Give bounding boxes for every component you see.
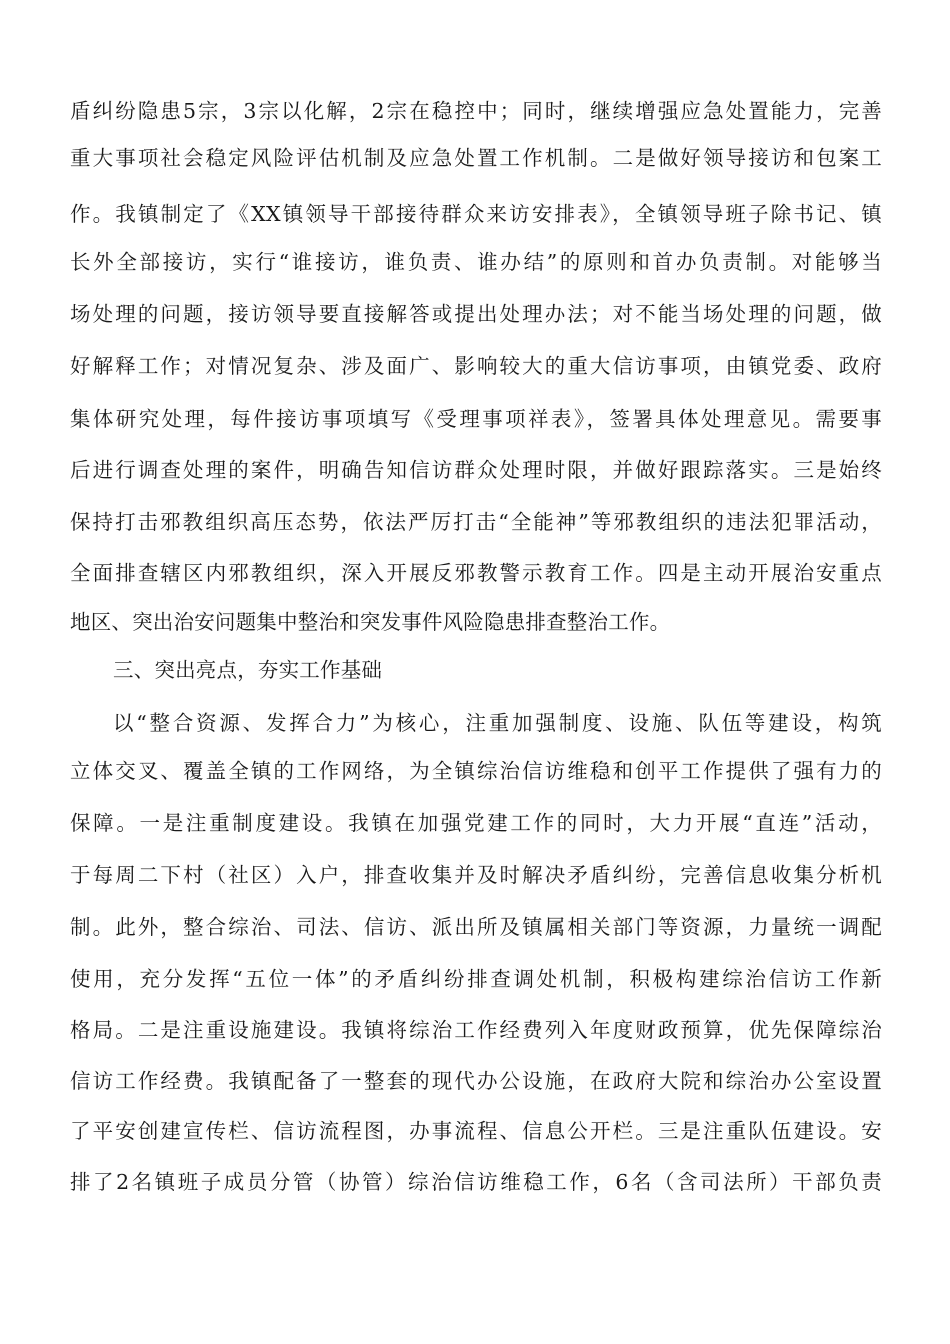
paragraph-line: 集体研究处理，每件接访事项填写《受理事项祥表》，签署具体处理意见。需要事 — [70, 407, 882, 431]
section-heading: 三、突出亮点，夯实工作基础 — [113, 658, 383, 682]
paragraph-line: 重大事项社会稳定风险评估机制及应急处置工作机制。二是做好领导接访和包案工 — [70, 146, 882, 170]
paragraph-line: 场处理的问题，接访领导要直接解答或提出处理办法；对不能当场处理的问题，做 — [70, 302, 882, 326]
paragraph-line: 全面排查辖区内邪教组织，深入开展反邪教警示教育工作。四是主动开展治安重点 — [70, 561, 882, 585]
paragraph-line: 立体交叉、覆盖全镇的工作网络，为全镇综治信访维稳和创平工作提供了强有力的 — [70, 759, 882, 783]
paragraph-line: 后进行调查处理的案件，明确告知信访群众处理时限，并做好跟踪落实。三是始终 — [70, 458, 882, 482]
paragraph-line: 以“整合资源、发挥合力”为核心，注重加强制度、设施、队伍等建设，构筑 — [113, 711, 882, 735]
paragraph-line: 盾纠纷隐患5宗，3宗以化解，2宗在稳控中；同时，继续增强应急处置能力，完善 — [70, 99, 882, 123]
paragraph-line: 保持打击邪教组织高压态势，依法严厉打击“全能神”等邪教组织的违法犯罪活动， — [70, 510, 882, 534]
paragraph-line: 使用，充分发挥“五位一体”的矛盾纠纷排查调处机制，积极构建综治信访工作新 — [70, 967, 882, 991]
paragraph-line: 地区、突出治安问题集中整治和突发事件风险隐患排查整治工作。 — [70, 610, 671, 634]
paragraph-line: 制。此外，整合综治、司法、信访、派出所及镇属相关部门等资源，力量统一调配 — [70, 915, 882, 939]
paragraph-line: 好解释工作；对情况复杂、涉及面广、影响较大的重大信访事项，由镇党委、政府 — [70, 354, 882, 378]
paragraph-line: 于每周二下村（社区）入户，排查收集并及时解决矛盾纠纷，完善信息收集分析机 — [70, 863, 882, 887]
paragraph-line: 长外全部接访，实行“谁接访，谁负责、谁办结”的原则和首办负责制。对能够当 — [70, 250, 882, 274]
paragraph-line: 信访工作经费。我镇配备了一整套的现代办公设施，在政府大院和综治办公室设置 — [70, 1069, 882, 1093]
paragraph-line: 排了2名镇班子成员分管（协管）综治信访维稳工作，6名（含司法所）干部负责 — [70, 1170, 882, 1194]
paragraph-line: 作。我镇制定了《XX镇领导干部接待群众来访安排表》，全镇领导班子除书记、镇 — [70, 202, 882, 226]
paragraph-line: 格局。二是注重设施建设。我镇将综治工作经费列入年度财政预算，优先保障综治 — [70, 1018, 882, 1042]
paragraph-line: 了平安创建宣传栏、信访流程图，办事流程、信息公开栏。三是注重队伍建设。安 — [70, 1119, 882, 1143]
paragraph-line: 保障。一是注重制度建设。我镇在加强党建工作的同时，大力开展“直连”活动， — [70, 811, 882, 835]
